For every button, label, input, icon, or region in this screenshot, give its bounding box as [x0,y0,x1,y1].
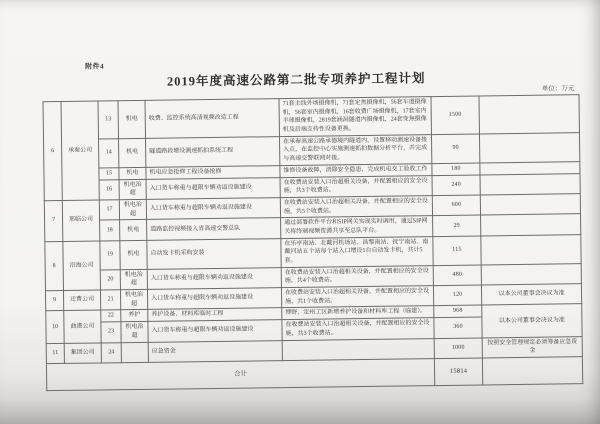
page-title: 2019年度高速公路第二批专项养护工程计划 [166,71,426,89]
cell-project-name: 机电应急抢修工程设备抢修 [146,165,280,178]
cell-remark [481,234,581,264]
cell-category: 机电 [119,138,146,167]
cell-item-no: 20 [100,269,120,290]
cell-project-name: 入口货车称重与超限车辆劝返设施建设 [146,177,280,199]
cell-content: 在承秦高速公路承德境内隧道内，设置移动测速设备接入点，在监控中心实施测速抓拍数据分析平台，并完成与高速交警联网对接。 [279,134,431,165]
cell-company: 曲港公司 [64,310,101,343]
cell-amount: 968 [434,305,482,317]
cell-category: 机电 [119,167,146,179]
cell-content: 71套主线外场摄像机，71套定焦摄像机，56套车道摄像机，56套室内摄像机，16套收费广场摄像机，17套室内半球摄像机，2819套涵洞隧道内摄像机，24套变焦摄像机及后端支持性设备更换。 [279,97,431,137]
cell-category: 机电治超 [119,179,146,200]
cell-remark [481,214,581,236]
cell-item-no: 17 [99,200,119,221]
cell-amount: 480 [433,265,481,286]
cell-category: 机电 [118,100,145,138]
cell-total-amount: 15814 [434,358,482,386]
cell-category [121,342,148,363]
cell-content [282,338,434,360]
cell-remark [479,132,579,162]
cell-item-no: 14 [99,138,119,167]
cell-item-no: 19 [100,240,120,269]
maintenance-plan-table [43,94,584,391]
cell-amount: 115 [433,236,481,266]
cell-content: 在收费站安装入口治超相关设备，并配置相应的安全设施，共5个收费站。 [280,195,432,217]
cell-content: 在收费站安装入口治超相关设备，并配置相应的安全设施，共3个收费站。 [282,318,434,340]
cell-item-no: 18 [100,220,120,241]
cell-group-no: 7 [44,200,63,241]
cell-amount: 120 [433,285,481,306]
cell-amount: 360 [434,317,482,338]
cell-project-name: 入口货车称重与超限车辆劝返设施建设 [146,197,280,219]
cell-category: 机电治超 [120,269,147,290]
cell-item-no: 22 [101,310,121,322]
cell-category: 机电 [120,220,147,241]
cell-category: 机电 [120,240,147,269]
cell-remark: 按照安全管理规定必须筹备应急资金 [482,336,582,358]
cell-total-remark [482,357,582,385]
cell-company: 迁曹公司 [63,290,100,311]
cell-content: 在收费站安装入口治超相关设备，并配置相应的安全设施，共4个收费站。 [281,265,433,287]
cell-remark [480,173,580,195]
cell-project-name: 入口货车称重与超限车辆劝返设施建设 [148,320,282,342]
cell-amount: 90 [431,134,479,164]
cell-amount: 600 [432,195,480,216]
cell-company: 集团公司 [64,342,101,363]
cell-project-name: 应急资金 [148,340,282,362]
cell-amount: 240 [432,174,480,195]
cell-group-no: 6 [43,101,62,200]
cell-group-no: 8 [45,241,64,291]
attachment-label: 附件4 [85,62,105,71]
cell-amount: 1000 [434,337,482,358]
cell-remark: 以本公司董事会决议为准 [481,284,581,306]
cell-content: 在乐亭南站、北戴河机场站、昌黎南站、抚宁南站、南戴河站五个站每个站入口增设1台自动发卡机，共计5套。 [281,236,433,267]
cell-item-no: 21 [100,290,120,311]
unit-label: 单位：万元 [541,85,575,93]
cell-project-name: 养护设备、材料库临时工程 [148,308,282,321]
cell-category: 机电治超 [120,289,147,310]
cell-content: 通过部署软件平台和SIP网关实现实时调用，通过SIP网关将终端视频资源共享至总队平台。 [281,216,433,238]
cell-remark [481,263,581,285]
cell-item-no: 16 [99,179,119,200]
cell-category: 机电治超 [119,199,146,220]
cell-item-no: 24 [101,342,121,363]
cell-company: 承秦公司 [61,101,99,200]
cell-remark [480,194,580,216]
cell-group-no: 10 [46,311,64,343]
cell-remark [479,95,579,134]
cell-group-no: 11 [46,343,64,364]
cell-project-name: 入口货车称重与超限车辆劝返设施建设 [147,267,281,289]
cell-amount: 1500 [431,96,479,134]
cell-item-no: 13 [98,101,118,139]
cell-content: 在收费站安装入口治超相关设备，并配置相应的安全设施，共3个收费站。 [280,175,432,197]
cell-project-name: 道路监控视频接入省高速交警总队 [147,218,281,240]
cell-category: 养护 [121,310,148,322]
cell-company: 沿海公司 [63,241,101,291]
cell-amount: 29 [433,215,481,236]
cell-category: 机电治超 [121,321,148,342]
cell-content: 在收费站安装入口治超相关设备，并配置相应的安全设施，共1个收费站。 [281,286,433,308]
cell-amount: 180 [432,163,480,175]
cell-remark: 以本公司董事会决议为准 [482,304,582,337]
cell-item-no: 23 [101,322,121,343]
cell-group-no: 9 [45,291,63,312]
cell-content: 维修设备故障，消除安全隐患，完成机电交工验收工作 [280,163,432,177]
cell-project-name: 自动发卡机采购安装 [147,238,281,269]
cell-company: 邢临公司 [62,200,100,241]
cell-project-name: 隧道路段增设测速抓拍系统工程 [145,136,279,167]
cell-total-label: 合计 [46,358,434,390]
cell-project-name: 入口货车称重与超限车辆劝返设施建设 [147,288,281,310]
cell-project-name: 收费、监控系统高清视频改造工程 [145,99,279,139]
cell-item-no: 15 [99,168,119,180]
total-row [46,357,582,391]
cell-content: 博野、定州工区新增养护设备和材料库工程（临建）。 [282,306,434,320]
